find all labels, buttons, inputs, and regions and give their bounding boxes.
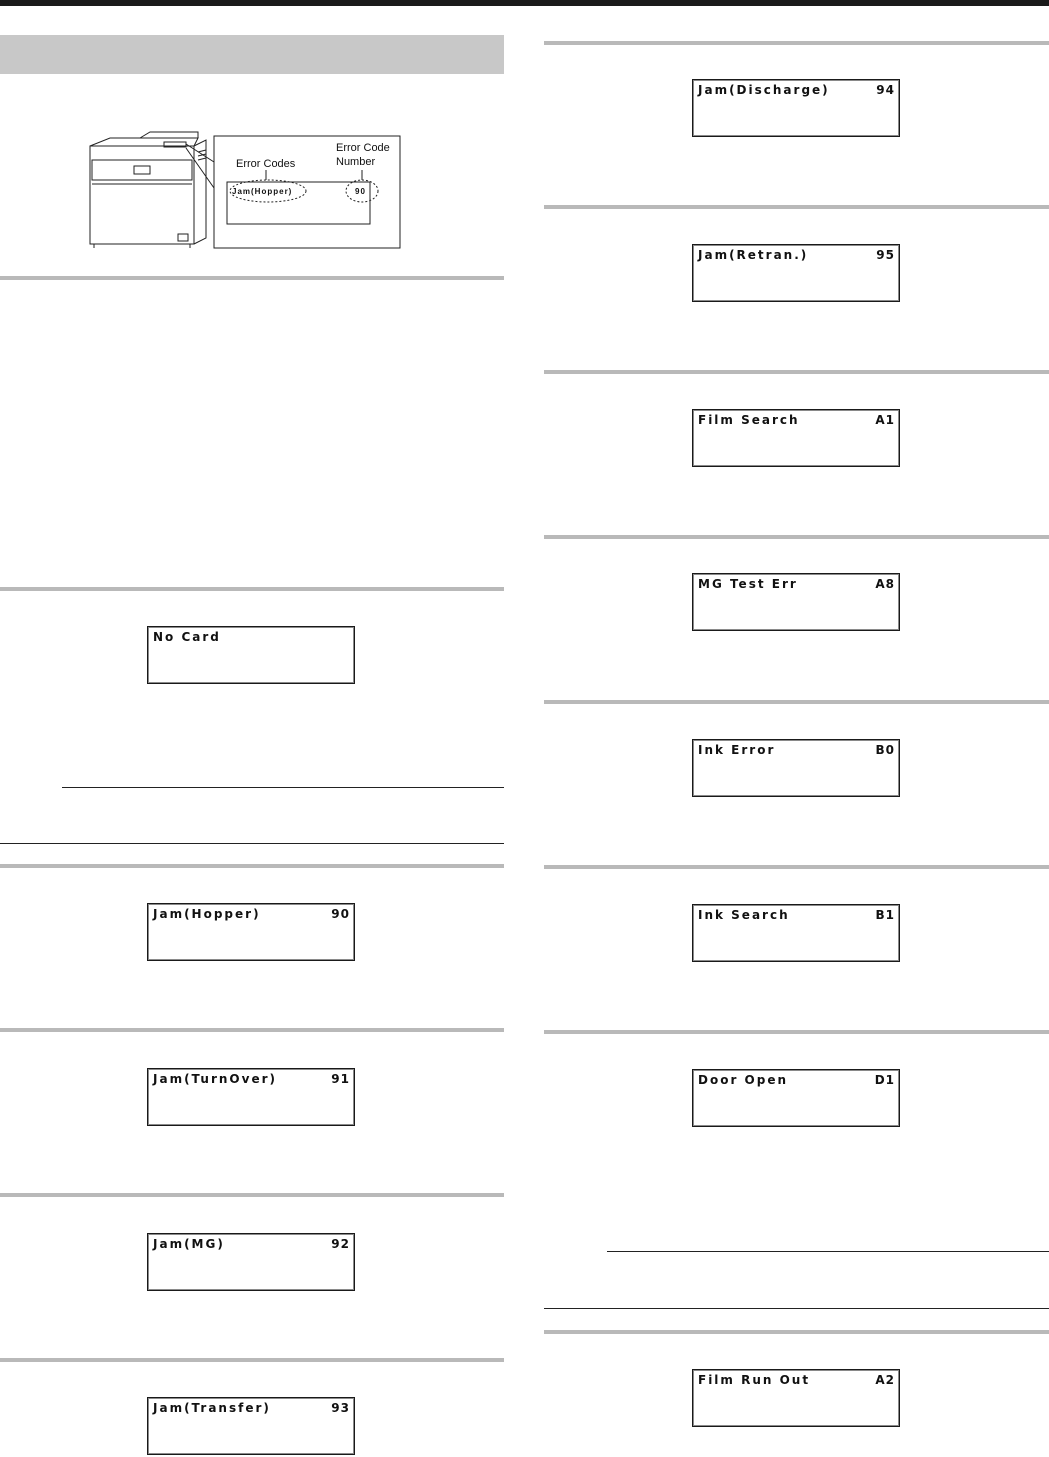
lcd-display-film-search: [692, 409, 900, 467]
error-code: D1: [874, 1073, 895, 1087]
lcd-display-door-open: [692, 1069, 900, 1127]
error-message: Jam(TurnOver): [153, 1072, 277, 1086]
section-divider: [0, 864, 504, 868]
lcd-display-ink-error: [692, 739, 900, 797]
error-message: Jam(Discharge): [698, 83, 830, 97]
note-rule: [607, 1251, 1049, 1252]
error-code: 95: [876, 248, 895, 262]
lcd-display-mg-test-err: [692, 573, 900, 631]
error-message: Ink Error: [698, 743, 776, 757]
section-divider: [544, 205, 1049, 209]
error-message: No Card: [153, 630, 221, 644]
label-error-codes: Error Codes: [236, 158, 296, 170]
lcd-display-jam-mg: [147, 1233, 355, 1291]
lcd-display-jam-turnover: [147, 1068, 355, 1126]
top-border: [0, 0, 1049, 6]
error-code: B0: [875, 743, 895, 757]
section-divider: [0, 276, 504, 280]
error-code: 93: [331, 1401, 350, 1415]
error-message: Jam(Transfer): [153, 1401, 271, 1415]
error-message: Jam(MG): [153, 1237, 225, 1251]
error-message: MG Test Err: [698, 577, 798, 591]
error-code: 91: [331, 1072, 350, 1086]
error-code: B1: [875, 908, 895, 922]
label-error-code-number-line1: Error Code: [336, 142, 390, 154]
lcd-display-jam-transfer: [147, 1397, 355, 1455]
lcd-display-no-card: [147, 626, 355, 684]
sample-error-code: 90: [355, 187, 366, 196]
error-code: A2: [875, 1373, 895, 1387]
error-code: A8: [875, 577, 895, 591]
section-divider: [0, 1193, 504, 1197]
section-divider: [0, 587, 504, 591]
section-divider: [544, 41, 1049, 45]
printer-illustration: [90, 132, 214, 248]
error-code: 90: [331, 907, 350, 921]
lcd-display-jam-discharge: [692, 79, 900, 137]
error-code: 92: [331, 1237, 350, 1251]
error-message: Door Open: [698, 1073, 789, 1087]
note-rule: [62, 787, 504, 788]
section-divider: [544, 535, 1049, 539]
lcd-display-jam-hopper: [147, 903, 355, 961]
section-divider: [544, 1330, 1049, 1334]
section-divider: [544, 370, 1049, 374]
lcd-display-jam-retran: [692, 244, 900, 302]
error-message: Ink Search: [698, 908, 790, 922]
lcd-display-ink-search: [692, 904, 900, 962]
section-divider: [544, 700, 1049, 704]
error-message: Film Run Out: [698, 1373, 811, 1387]
note-rule: [544, 1308, 1049, 1309]
section-divider: [0, 1358, 504, 1362]
error-code: A1: [875, 413, 895, 427]
lcd-display-film-run-out: [692, 1369, 900, 1427]
note-rule: [0, 843, 504, 844]
label-error-code-number-line2: Number: [336, 156, 376, 168]
error-message: Jam(Retran.): [698, 248, 809, 262]
sample-error-message: Jam(Hopper): [232, 187, 293, 196]
section-divider: [0, 1028, 504, 1032]
error-message: Jam(Hopper): [153, 907, 261, 921]
error-message: Film Search: [698, 413, 800, 427]
printer-error-diagram: [80, 128, 405, 252]
section-header-band: [0, 35, 504, 74]
section-divider: [544, 1030, 1049, 1034]
section-divider: [544, 865, 1049, 869]
error-code: 94: [876, 83, 895, 97]
